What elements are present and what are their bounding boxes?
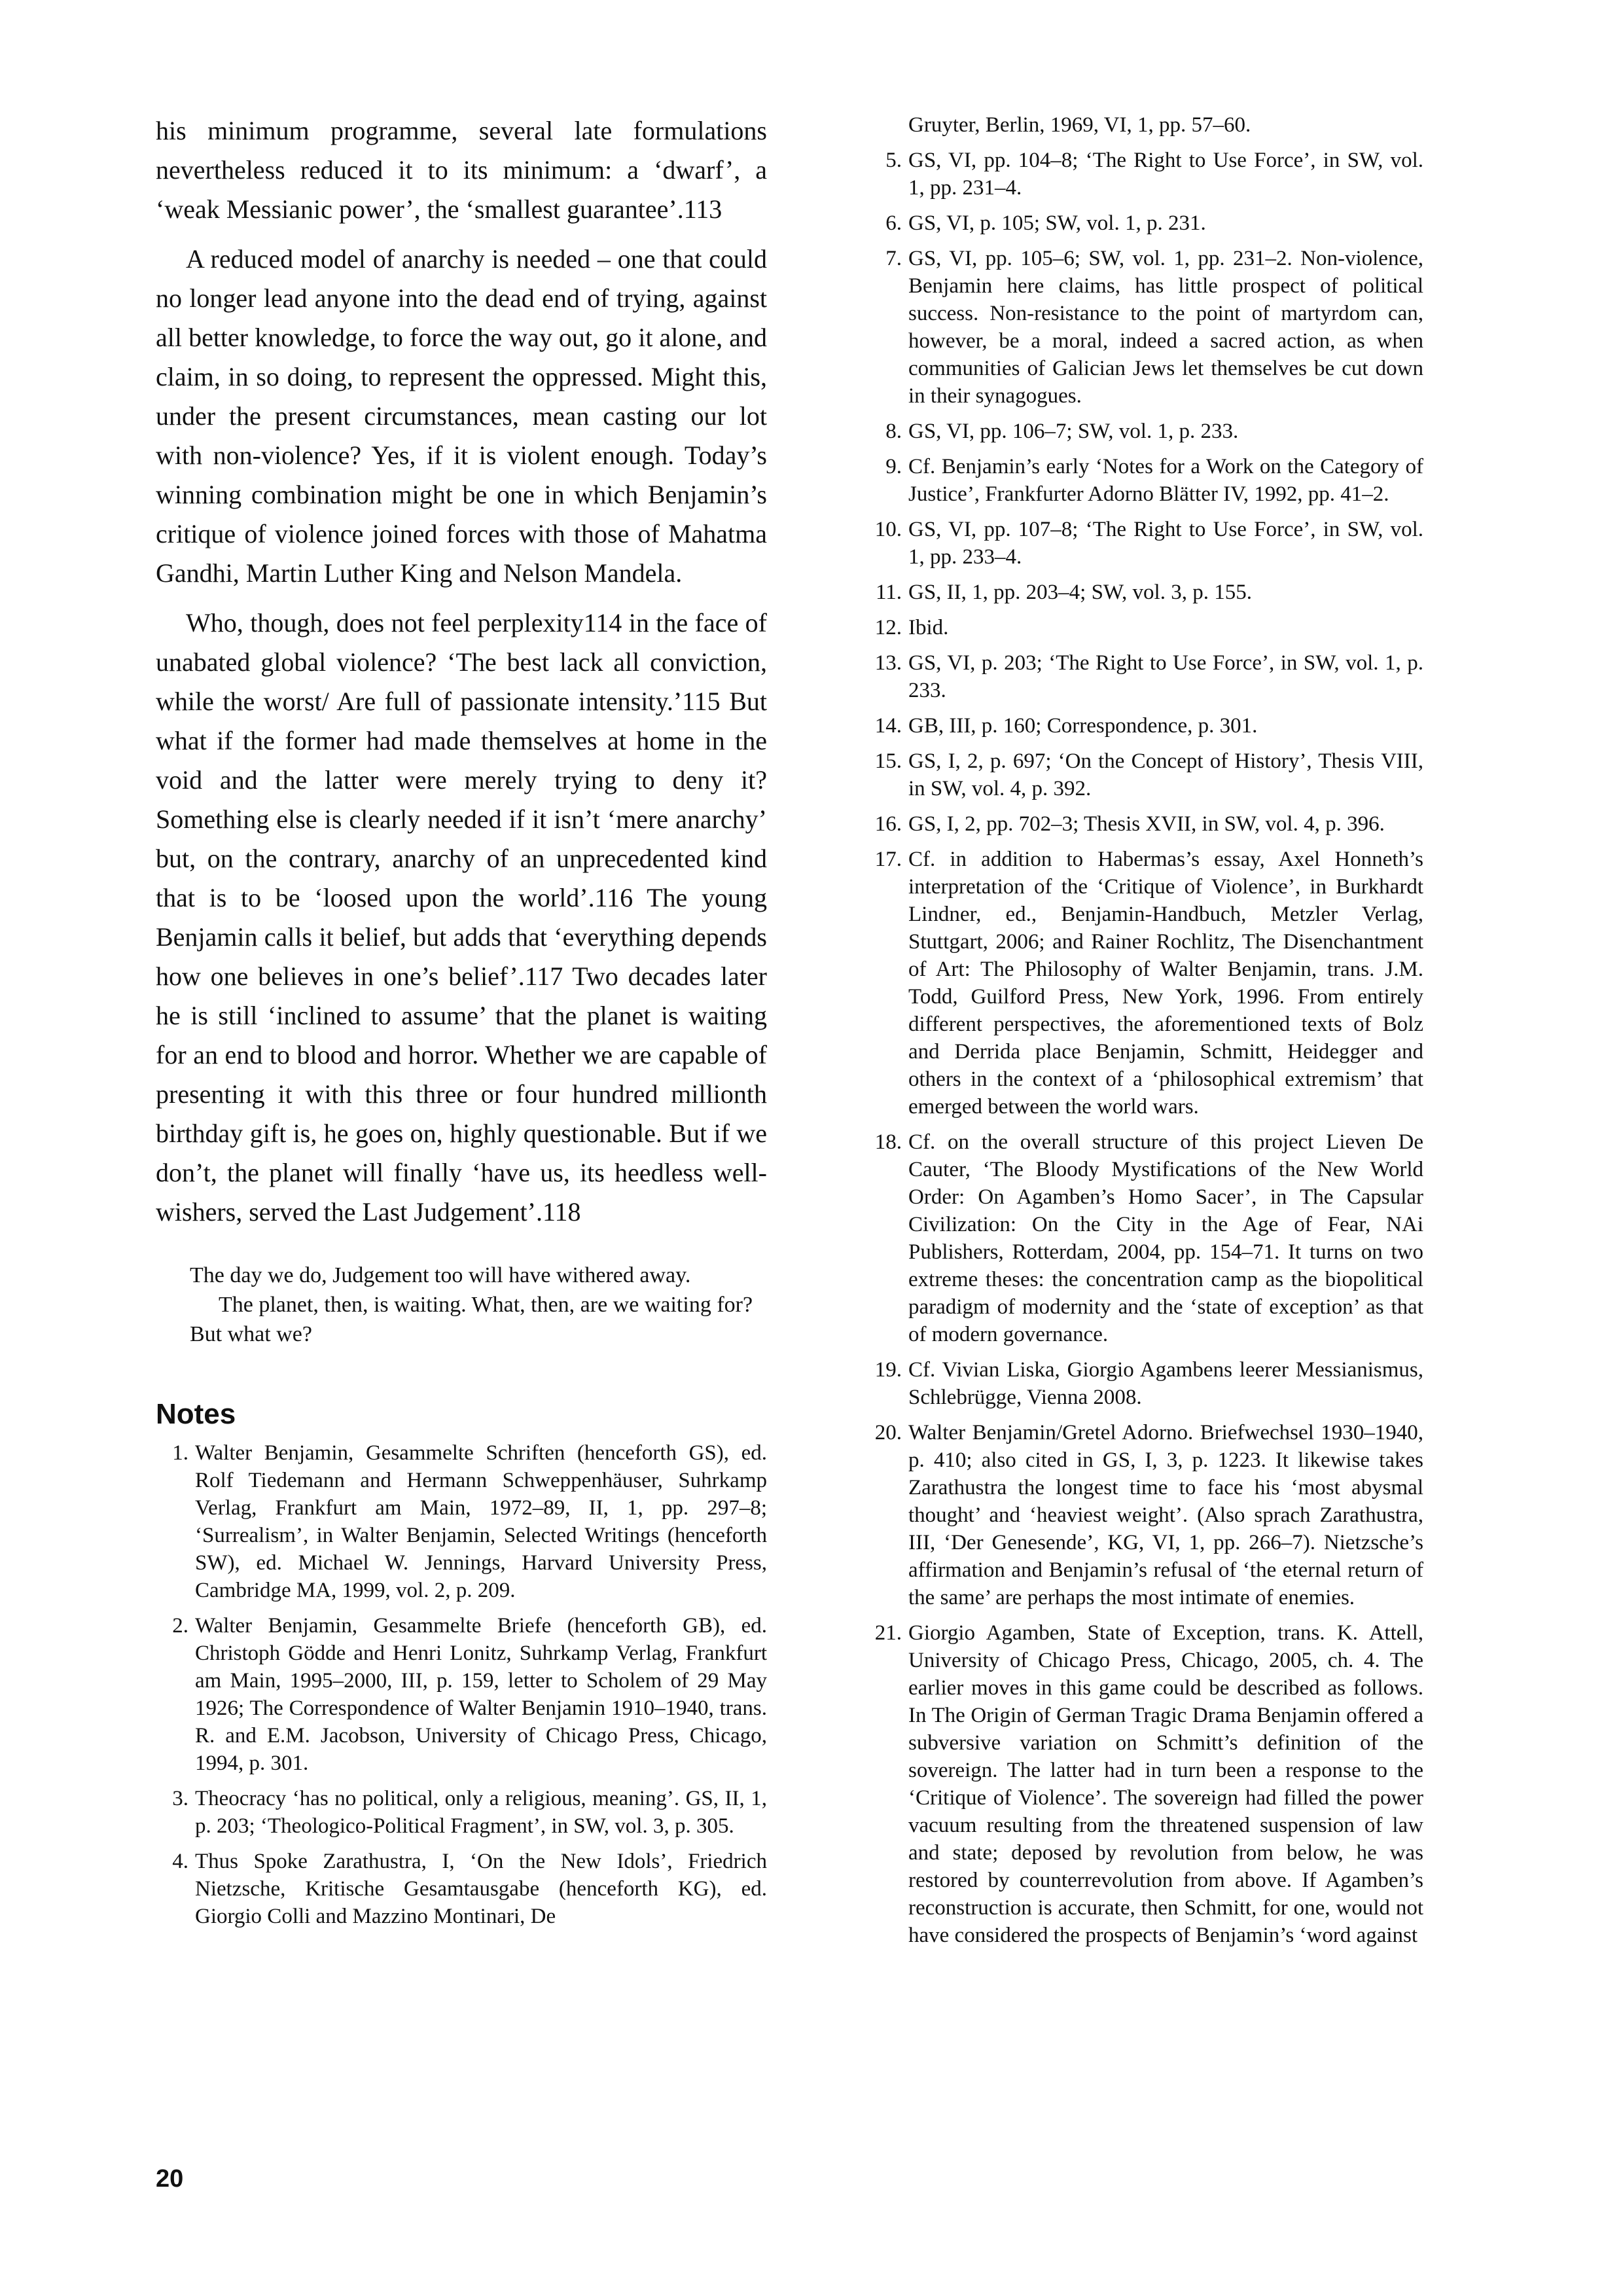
notes-heading: Notes xyxy=(156,1398,236,1430)
note-number: 20. xyxy=(874,1421,902,1444)
note-19 xyxy=(864,1356,1423,1411)
note-12 xyxy=(864,614,1423,641)
note-text: Cf. Vivian Liska, Giorgio Agambens leerer Messianismus, Schlebrügge, Vienna 2008. xyxy=(908,1358,1423,1409)
note-number: 3. xyxy=(172,1787,188,1810)
note-text: Walter Benjamin, Gesammelte Schriften (henceforth GS), ed. Rolf Tiedemann and Hermann Schweppenhäuser, Suhrkamp Verlag, Frankfurt am Main, 1972–89, II, 1, pp. 297–8; ‘Surrealism’, in Walter Benjamin, Selected Writings (henceforth SW), ed. Michael W. Jennings, Harvard University Press, Cambridge MA, 1999, vol. 2, p. 209. xyxy=(195,1441,767,1602)
note-6 xyxy=(864,209,1423,237)
body-paragraph-1: his minimum programme, several late formulations nevertheless reduced it to its minimum: a ‘dwarf’, a ‘weak Messianic power’, the ‘smallest guarantee’.113 xyxy=(156,116,767,224)
note-number: 4. xyxy=(172,1850,188,1873)
note-number: 21. xyxy=(874,1621,902,1645)
note-text: GS, VI, pp. 105–6; SW, vol. 1, pp. 231–2. Non-violence, Benjamin here claims, has little prospect of political success. Non-resistance to the point of martyrdom can, however, be a moral, indeed a sacred action, as when communities of Galician Jews let themselves be cut down in their synagogues. xyxy=(908,247,1423,408)
note-number: 8. xyxy=(885,420,902,443)
note-text: Cf. Benjamin’s early ‘Notes for a Work on the Category of Justice’, Frankfurter Adorno Blätter IV, 1992, pp. 41–2. xyxy=(908,455,1423,506)
note-text: GB, III, p. 160; Correspondence, p. 301. xyxy=(908,714,1258,738)
note-text: Theocracy ‘has no political, only a religious, meaning’. GS, II, 1, p. 203; ‘Theologico-Political Fragment’, in SW, vol. 3, p. 305. xyxy=(195,1787,767,1838)
note-number: 10. xyxy=(874,518,902,541)
body-paragraph-3: Who, though, does not feel perplexity114 in the face of unabated global violence? ‘The best lack all conviction, while the worst/ Are full of passionate intensity.’115 But what if the former had made themselves at home in the void and the latter were merely trying to deny it? Something else is clearly needed if it isn’t ‘mere anarchy’ but, on the contrary, anarchy of an unprecedented kind that is to be ‘loosed upon the world’.116 The young Benjamin calls it belief, but adds that ‘everything depends how one believes in one’s belief’.117 Two decades later he is still ‘inclined to assume’ that the planet is waiting for an end to blood and horror. Whether we are capable of presenting it with this three or four hundred millionth birthday gift is, he goes on, highly questionable. But if we don’t, the planet will finally ‘have us, its heedless well-wishers, served the Last Judgement’.118 xyxy=(156,608,767,1227)
note-4-continued xyxy=(864,111,1423,139)
note-11 xyxy=(864,579,1423,606)
note-2 xyxy=(156,1612,767,1777)
note-text: Thus Spoke Zarathustra, I, ‘On the New Idols’, Friedrich Nietzsche, Kritische Gesamtausgabe (henceforth KG), ed. Giorgio Colli and Mazzino Montinari, De xyxy=(195,1850,767,1928)
note-16 xyxy=(864,810,1423,838)
left-column xyxy=(156,111,767,1938)
note-number: 16. xyxy=(874,812,902,836)
note-1 xyxy=(156,1439,767,1604)
block-quote-line-1: The day we do, Judgement too will have withered away. xyxy=(190,1263,691,1287)
note-text: GS, VI, pp. 107–8; ‘The Right to Use Force’, in SW, vol. 1, pp. 233–4. xyxy=(908,518,1423,569)
note-number: 6. xyxy=(885,211,902,235)
note-number: 14. xyxy=(874,714,902,738)
body-paragraph-2: A reduced model of anarchy is needed – one that could no longer lead anyone into the dead end of trying, against all better knowledge, to force the way out, go it alone, and claim, in so doing, to represent the oppressed. Might this, under the present circumstances, mean casting our lot with non-violence? Yes, if it is violent enough. Today’s winning combination might be one in which Benjamin’s critique of violence joined forces with those of Mahatma Gandhi, Martin Luther King and Nelson Mandela. xyxy=(156,244,767,588)
note-21 xyxy=(864,1619,1423,1949)
note-18 xyxy=(864,1128,1423,1348)
note-20 xyxy=(864,1419,1423,1611)
note-number: 18. xyxy=(874,1130,902,1154)
note-number: 11. xyxy=(875,581,902,604)
note-9 xyxy=(864,453,1423,508)
note-text: Cf. in addition to Habermas’s essay, Axel Honneth’s interpretation of the ‘Critique of Violence’, in Burkhardt Lindner, ed., Benjamin-Handbuch, Metzler Verlag, Stuttgart, 2006; and Rainer Rochlitz, The Disenchantment of Art: The Philosophy of Walter Benjamin, trans. J.M. Todd, Guilford Press, New York, 1996. From entirely different perspectives, the aforementioned texts of Bolz and Derrida place Benjamin, Schmitt, Heidegger and others in the context of a ‘philosophical extremism’ that emerged between the world wars. xyxy=(908,848,1423,1119)
note-text: Giorgio Agamben, State of Exception, trans. K. Attell, University of Chicago Press, Chicago, 2005, ch. 4. The earlier moves in this game could be described as follows. In The Origin of German Tragic Drama Benjamin offered a subversive variation on Schmitt’s definition of the sovereign. The latter had in turn been a response to the ‘Critique of Violence’. The sovereign had filled the power vacuum resulting from the threatened suspension of law and state; deposed by revolution from below, he was restored by counterrevolution from above. If Agamben’s reconstruction is accurate, then Schmitt, for one, would not have considered the prospects of Benjamin’s ‘word against xyxy=(908,1621,1423,1947)
note-text: Ibid. xyxy=(908,616,949,639)
block-quote-line-2: The planet, then, is waiting. What, then, are we waiting for? But what we? xyxy=(190,1293,753,1346)
note-number: 1. xyxy=(172,1441,188,1465)
note-number: 17. xyxy=(874,848,902,871)
note-text: GS, II, 1, pp. 203–4; SW, vol. 3, p. 155. xyxy=(908,581,1252,604)
note-number: 5. xyxy=(885,149,902,172)
note-text: GS, I, 2, pp. 702–3; Thesis XVII, in SW, vol. 4, p. 396. xyxy=(908,812,1385,836)
note-text: Gruyter, Berlin, 1969, VI, 1, pp. 57–60. xyxy=(908,113,1251,137)
note-10 xyxy=(864,516,1423,571)
note-number: 7. xyxy=(885,247,902,270)
note-text: Walter Benjamin/Gretel Adorno. Briefwechsel 1930–1940, p. 410; also cited in GS, I, 3, p. 1223. It likewise takes Zarathustra the longest time to face his ‘most abysmal thought’ and ‘heaviest weight’. (Also sprach Zarathustra, III, ‘Der Genesende’, KG, VI, 1, pp. 266–7). Nietzsche’s affirmation and Benjamin’s refusal of ‘the eternal return of the same’ are perhaps the most intimate of enemies. xyxy=(908,1421,1423,1609)
note-5 xyxy=(864,147,1423,202)
note-15 xyxy=(864,747,1423,802)
note-text: Walter Benjamin, Gesammelte Briefe (henceforth GB), ed. Christoph Gödde and Henri Lonitz, Suhrkamp Verlag, Frankfurt am Main, 1995–2000, III, p. 159, letter to Scholem of 29 May 1926; The Correspondence of Walter Benjamin 1910–1940, trans. R. and E.M. Jacobson, University of Chicago Press, Chicago, 1994, p. 301. xyxy=(195,1614,767,1775)
note-17 xyxy=(864,846,1423,1121)
page-number: 20 xyxy=(156,2165,184,2193)
note-number: 2. xyxy=(172,1614,188,1638)
note-text: GS, VI, pp. 104–8; ‘The Right to Use Force’, in SW, vol. 1, pp. 231–4. xyxy=(908,149,1423,200)
note-13 xyxy=(864,649,1423,704)
note-number: 13. xyxy=(874,651,902,675)
note-text: GS, VI, p. 203; ‘The Right to Use Force’, in SW, vol. 1, p. 233. xyxy=(908,651,1423,702)
note-7 xyxy=(864,245,1423,410)
block-quote xyxy=(190,1261,767,1349)
note-text: GS, I, 2, p. 697; ‘On the Concept of History’, Thesis VIII, in SW, vol. 4, p. 392. xyxy=(908,749,1423,800)
note-number: 19. xyxy=(874,1358,902,1382)
note-text: GS, VI, p. 105; SW, vol. 1, p. 231. xyxy=(908,211,1206,235)
note-number: 15. xyxy=(874,749,902,773)
note-8 xyxy=(864,418,1423,445)
note-3 xyxy=(156,1785,767,1840)
note-text: Cf. on the overall structure of this project Lieven De Cauter, ‘The Bloody Mystifications of the New World Order: On Agamben’s Homo Sacer’, in The Capsular Civilization: On the City in the Age of Fear, NAi Publishers, Rotterdam, 2004, pp. 154–71. It turns on two extreme theses: the concentration camp as the biopolitical paradigm of modernity and the ‘state of exception’ as that of modern governance. xyxy=(908,1130,1423,1346)
note-text: GS, VI, pp. 106–7; SW, vol. 1, p. 233. xyxy=(908,420,1239,443)
note-14 xyxy=(864,712,1423,740)
note-number: 9. xyxy=(885,455,902,478)
right-column xyxy=(864,111,1423,1957)
note-4 xyxy=(156,1848,767,1930)
note-number: 12. xyxy=(874,616,902,639)
